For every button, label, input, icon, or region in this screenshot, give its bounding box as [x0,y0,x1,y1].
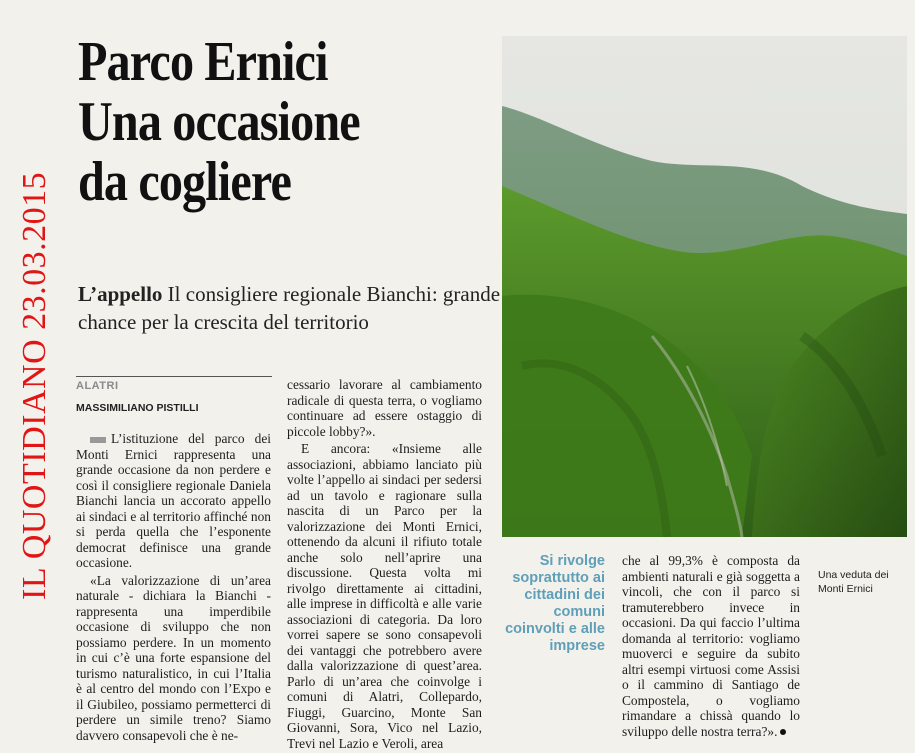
mountain-photo [502,36,907,537]
article-column-1 [76,431,271,745]
headline-line-2: Una occasione [78,91,360,153]
end-of-article-mark [780,729,786,735]
paragraph: E ancora: «Insieme alle associazioni, abbiamo lanciato più volte l’appello ai sindaci per sedersi ad un tavolo e ragionare sulla nascita di un Parco per la valorizzazione dei Monti Ernici, ottenendo da alcuni il rifiuto totale anche solo nell’aprire una discussione. Questa volta mi rivolgo direttamente ai cittadini, alle imprese in difficoltà e alle varie associazioni di categoria. Da loro vorrei sapere se sono consapevoli dei vantaggi che potrebbero avere dalla valorizzazione di quest’area. Parlo di un’area che coinvolge i comuni di Alatri, Collepardo, Fiuggi, Guarcino, Monte San Giovanni, Sora, Vico nel Lazio, Trevi nel Lazio e Veroli, area [287,441,482,751]
article-column-2 [287,377,482,753]
location-rule [76,376,272,377]
photo-caption: Una veduta dei Monti Ernici [818,569,889,595]
paragraph: cessario lavorare al cambiamento radicale di questa terra, o vogliamo continuare ad essere ostaggio di piccole lobby?». [287,377,482,439]
headline-line-3: da cogliere [78,151,291,213]
paragraph: «La valorizzazione di un’area naturale - dichiara la Bianchi - rappresenta una imperdibile occasione di sviluppo che non possiamo perdere. In un momento in cui c’è una forte espansione del turismo naturalistico, in cui l’Italia è al centro del mondo con l’Expo e il Giubileo, possiamo permetterci di perdere un simile treno? Siamo davvero consapevoli che è ne- [76,572,271,743]
byline: MASSIMILIANO PISTILLI [76,402,199,414]
standfirst [78,280,503,336]
newspaper-date-stamp: IL QUOTIDIANO 23.03.2015 [16,171,53,600]
paragraph [622,553,800,739]
top-page-edge [0,0,915,6]
mountain-landscape-illustration [502,36,907,537]
paragraph-text: L’istituzione del parco dei Monti Ernici rappresenta una grande occasione da non perdere e così il consigliere regionale Daniela Bianchi lancia un accorato appello ai sindaci e al territorio affinché non si perda quella che l’esponente democrat definisce una grande occasione. [76,431,271,570]
paragraph-text: che al 99,3% è composta da ambienti naturali e già soggetta a vincoli, che con il parco si tramuterebbero invece in occasioni. Da qui faccio l’ultima domanda al territorio: vogliamo muoverci e seguire da subito altri esempi virtuosi come Assisi o il cammino di Santiago de Compostela, o vogliamo rimandare a chissà quando lo sviluppo delle nostra terra?». [622,553,800,739]
pull-quote: Si rivolge soprattutto ai cittadini dei comuni coinvolti e alle imprese [505,553,605,654]
headline [78,32,439,212]
location-label: ALATRI [76,380,119,392]
article-column-3 [622,553,800,741]
kicker: L’appello [78,282,163,306]
standfirst-text: Il consigliere regionale Bianchi: grande chance per la crescita del territorio [78,282,501,334]
paragraph [76,431,271,571]
paragraph-marker [90,437,106,443]
headline-line-1: Parco Ernici [78,31,328,93]
